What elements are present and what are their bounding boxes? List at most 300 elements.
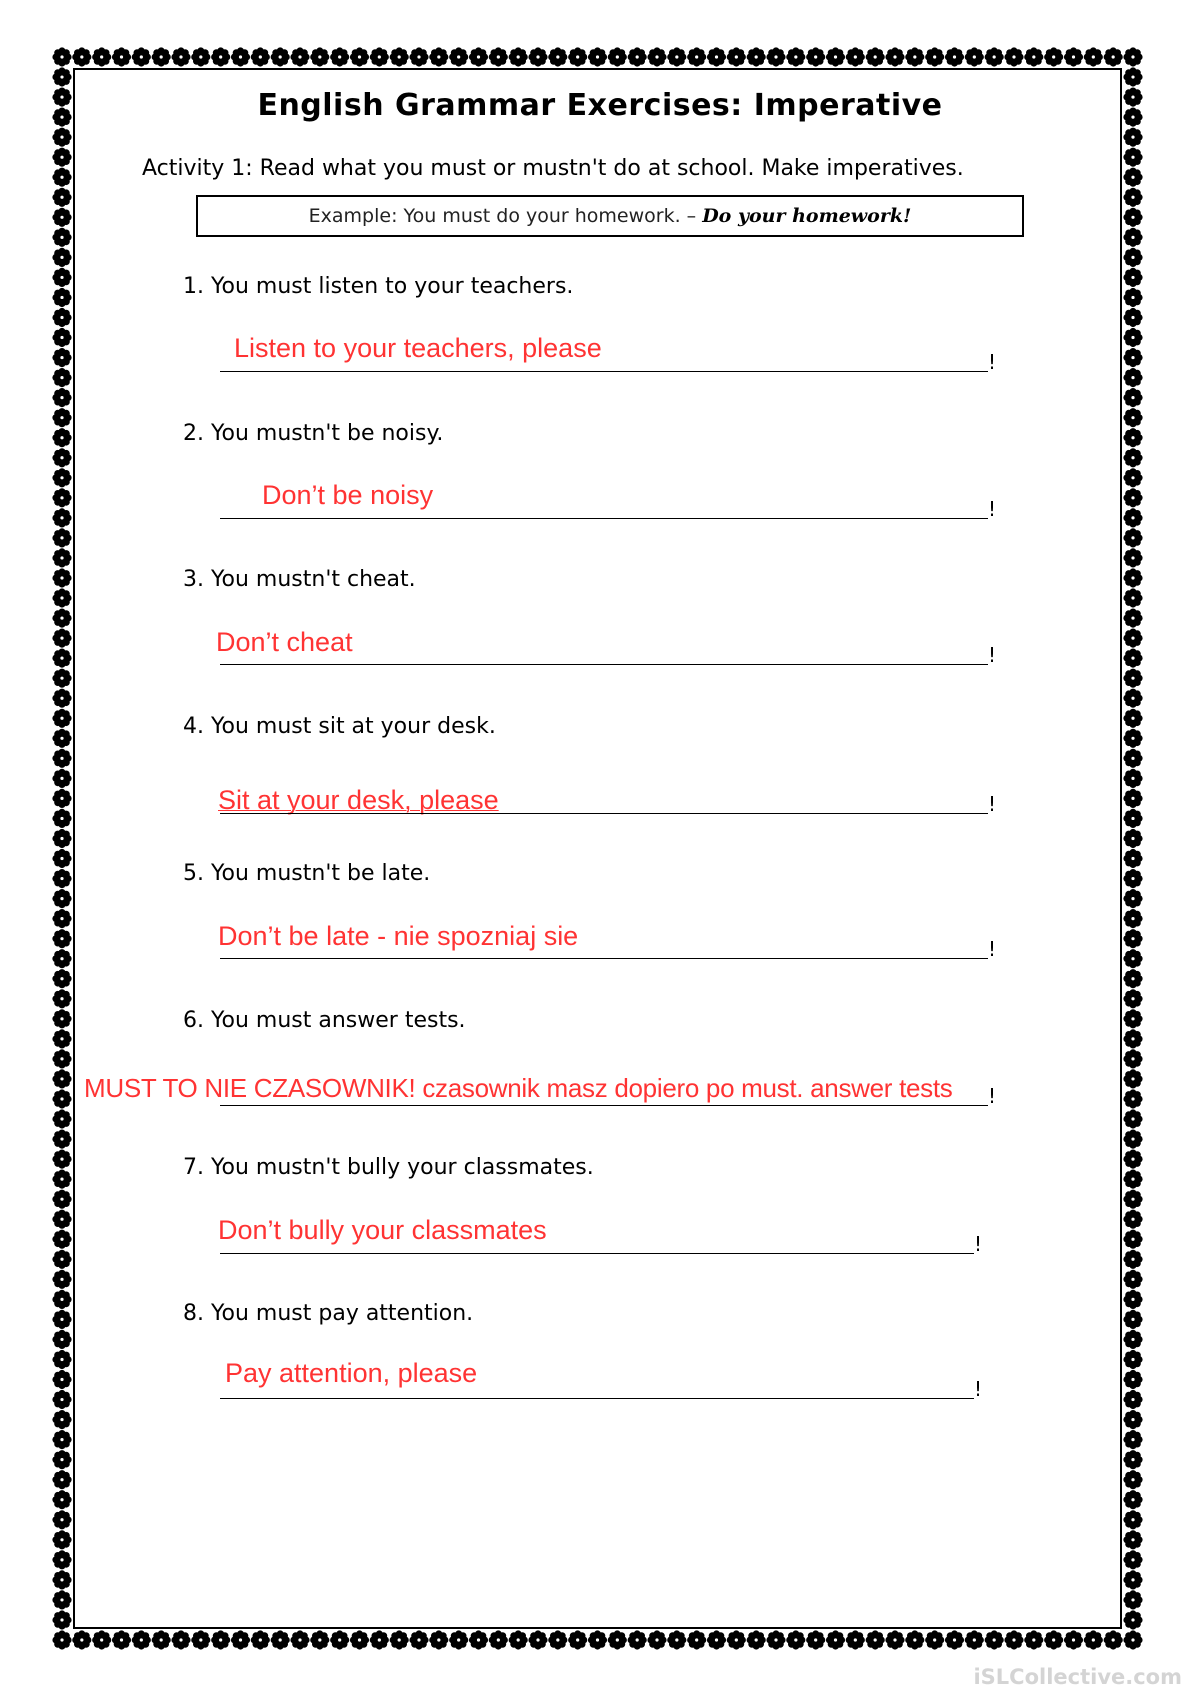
border-flower (52, 1470, 71, 1489)
end-mark-2: ! (988, 497, 997, 521)
border-flower (52, 889, 71, 908)
border-flower (866, 47, 885, 66)
border-flower (1123, 989, 1142, 1008)
border-flower (548, 47, 567, 66)
border-flower (1123, 308, 1142, 327)
border-flower (667, 47, 686, 66)
end-mark-6: ! (988, 1084, 997, 1108)
border-flower (727, 1630, 746, 1649)
border-flower (1123, 1009, 1142, 1028)
border-flower (1064, 1630, 1083, 1649)
border-flower (528, 1630, 547, 1649)
border-flower (1123, 248, 1142, 267)
border-flower (1123, 1610, 1142, 1629)
border-flower (52, 228, 71, 247)
border-flower (1123, 368, 1142, 387)
border-flower (52, 749, 71, 768)
border-flower (72, 1630, 91, 1649)
border-flower (1123, 689, 1142, 708)
border-flower (52, 1390, 71, 1409)
border-flower (52, 989, 71, 1008)
border-flower (1123, 228, 1142, 247)
border-flower (1123, 1390, 1142, 1409)
border-flower (925, 47, 944, 66)
border-flower (52, 1109, 71, 1128)
border-flower (1084, 47, 1103, 66)
border-flower (52, 168, 71, 187)
border-flower (231, 1630, 250, 1649)
border-flower (509, 47, 528, 66)
end-mark-4: ! (988, 792, 997, 816)
border-flower (826, 1630, 845, 1649)
question-5: 5. You mustn't be late. (183, 861, 431, 886)
border-flower (747, 47, 766, 66)
border-flower (52, 428, 71, 447)
border-flower (330, 1630, 349, 1649)
border-flower (528, 47, 547, 66)
border-flower (310, 1630, 329, 1649)
question-7: 7. You mustn't bully your classmates. (183, 1155, 594, 1180)
border-flower (1123, 609, 1142, 628)
question-4: 4. You must sit at your desk. (183, 714, 496, 739)
border-flower (52, 67, 71, 86)
border-flower (409, 1630, 428, 1649)
border-flower (52, 1190, 71, 1209)
border-flower (52, 388, 71, 407)
border-flower (1123, 629, 1142, 648)
border-flower (52, 1510, 71, 1529)
border-flower (1123, 208, 1142, 227)
border-flower (469, 1630, 488, 1649)
border-flower (52, 769, 71, 788)
border-flower (52, 869, 71, 888)
border-flower (1123, 769, 1142, 788)
border-flower (370, 1630, 389, 1649)
border-flower (1123, 929, 1142, 948)
border-flower (52, 909, 71, 928)
border-flower (52, 1530, 71, 1549)
border-flower (628, 1630, 647, 1649)
border-flower (1123, 1029, 1142, 1048)
border-flower (1024, 1630, 1043, 1649)
border-flower (52, 1550, 71, 1569)
border-flower (1123, 1109, 1142, 1128)
border-flower (52, 128, 71, 147)
border-flower (52, 1490, 71, 1509)
border-flower (509, 1630, 528, 1649)
border-flower (1123, 1490, 1142, 1509)
border-flower (52, 1210, 71, 1229)
border-flower (925, 1630, 944, 1649)
border-flower (1123, 889, 1142, 908)
border-flower (1123, 749, 1142, 768)
border-flower (52, 709, 71, 728)
border-flower (1123, 1190, 1142, 1209)
end-mark-7: ! (974, 1232, 983, 1256)
question-1: 1. You must listen to your teachers. (183, 274, 574, 299)
border-flower (171, 1630, 190, 1649)
border-flower (1123, 568, 1142, 587)
border-flower (171, 47, 190, 66)
border-flower (1123, 428, 1142, 447)
answer-line-1 (220, 371, 988, 372)
border-flower (1123, 1049, 1142, 1068)
answer-line-6 (220, 1105, 988, 1106)
border-flower (191, 47, 210, 66)
border-flower (489, 1630, 508, 1649)
border-flower (52, 1350, 71, 1369)
border-flower (766, 47, 785, 66)
border-flower (1123, 448, 1142, 467)
border-flower (766, 1630, 785, 1649)
border-flower (1123, 649, 1142, 668)
border-flower (409, 47, 428, 66)
border-flower (1123, 1470, 1142, 1489)
border-flower (52, 1009, 71, 1028)
border-flower (251, 1630, 270, 1649)
border-flower (1123, 1550, 1142, 1569)
end-mark-3: ! (988, 643, 997, 667)
border-flower (152, 1630, 171, 1649)
border-flower (1123, 1450, 1142, 1469)
border-flower (52, 208, 71, 227)
answer-8: Pay attention, please (225, 1358, 478, 1388)
border-flower (628, 47, 647, 66)
border-flower (1123, 829, 1142, 848)
border-flower (52, 689, 71, 708)
border-flower (1104, 47, 1123, 66)
border-flower (191, 1630, 210, 1649)
border-flower (429, 1630, 448, 1649)
border-flower (1004, 47, 1023, 66)
border-flower (1123, 1410, 1142, 1429)
border-flower (1123, 1350, 1142, 1369)
border-flower (52, 408, 71, 427)
border-flower (52, 629, 71, 648)
border-flower (1123, 1510, 1142, 1529)
border-flower (152, 47, 171, 66)
border-flower (112, 1630, 131, 1649)
border-flower (52, 929, 71, 948)
border-flower (985, 1630, 1004, 1649)
border-flower (1123, 67, 1142, 86)
border-flower (52, 1069, 71, 1088)
border-flower (826, 47, 845, 66)
border-flower (1123, 849, 1142, 868)
border-flower (52, 1170, 71, 1189)
border-flower (52, 1049, 71, 1068)
answer-line-2 (220, 518, 988, 519)
border-flower (132, 47, 151, 66)
border-flower (52, 288, 71, 307)
border-flower (687, 1630, 706, 1649)
question-3: 3. You mustn't cheat. (183, 567, 416, 592)
border-flower (211, 47, 230, 66)
border-flower (52, 1029, 71, 1048)
border-flower (1123, 508, 1142, 527)
question-6: 6. You must answer tests. (183, 1008, 466, 1033)
border-flower (52, 969, 71, 988)
border-flower (1123, 1430, 1142, 1449)
border-flower (1123, 1570, 1142, 1589)
border-flower (1123, 1370, 1142, 1389)
border-flower (290, 47, 309, 66)
border-flower (846, 1630, 865, 1649)
border-flower (52, 188, 71, 207)
border-flower (727, 47, 746, 66)
answer-4: Sit at your desk, please (218, 785, 499, 815)
border-flower (52, 1089, 71, 1108)
border-flower (52, 809, 71, 828)
border-flower (866, 1630, 885, 1649)
border-flower (1004, 1630, 1023, 1649)
border-flower (370, 47, 389, 66)
border-flower (290, 1630, 309, 1649)
border-flower (310, 47, 329, 66)
border-flower (52, 1290, 71, 1309)
border-flower (1123, 348, 1142, 367)
border-flower (1024, 47, 1043, 66)
border-flower (449, 1630, 468, 1649)
border-flower (588, 1630, 607, 1649)
border-flower (1123, 1230, 1142, 1249)
border-flower (72, 47, 91, 66)
border-flower (1123, 809, 1142, 828)
border-flower (52, 328, 71, 347)
border-flower (52, 1250, 71, 1269)
border-flower (786, 1630, 805, 1649)
border-flower (707, 1630, 726, 1649)
border-flower (905, 47, 924, 66)
border-flower (52, 1570, 71, 1589)
border-flower (1123, 488, 1142, 507)
border-flower (1123, 789, 1142, 808)
border-flower (132, 1630, 151, 1649)
border-flower (846, 47, 865, 66)
border-flower (1084, 1630, 1103, 1649)
border-flower (1123, 188, 1142, 207)
border-flower (52, 1310, 71, 1329)
worksheet-title: English Grammar Exercises: Imperative (257, 88, 943, 123)
border-flower (1123, 1530, 1142, 1549)
question-8: 8. You must pay attention. (183, 1301, 474, 1326)
answer-5: Don’t be late - nie spozniaj sie (218, 921, 579, 951)
border-flower (1123, 729, 1142, 748)
border-flower (52, 1270, 71, 1289)
border-flower (52, 508, 71, 527)
border-flower (1123, 548, 1142, 567)
border-flower (1123, 148, 1142, 167)
border-flower (251, 47, 270, 66)
border-flower (52, 669, 71, 688)
end-mark-8: ! (974, 1377, 983, 1401)
border-flower (1123, 1590, 1142, 1609)
border-flower (1123, 388, 1142, 407)
border-flower (52, 1430, 71, 1449)
border-flower (1123, 1270, 1142, 1289)
border-flower (945, 47, 964, 66)
border-flower (1123, 288, 1142, 307)
border-flower (786, 47, 805, 66)
border-flower (52, 949, 71, 968)
border-flower (52, 1590, 71, 1609)
border-flower (52, 248, 71, 267)
activity-instruction: Activity 1: Read what you must or mustn't do at school. Make imperatives. (142, 156, 964, 181)
inner-frame (74, 69, 1121, 1628)
border-flower (1123, 1630, 1142, 1649)
border-flower (1123, 709, 1142, 728)
question-2: 2. You mustn't be noisy. (183, 421, 444, 446)
border-flower (52, 148, 71, 167)
border-flower (350, 1630, 369, 1649)
border-flower (52, 1630, 71, 1649)
border-flower (1123, 528, 1142, 547)
border-flower (52, 1230, 71, 1249)
border-flower (52, 348, 71, 367)
border-flower (52, 1330, 71, 1349)
border-flower (965, 47, 984, 66)
border-flower (985, 47, 1004, 66)
border-flower (350, 47, 369, 66)
border-flower (52, 1130, 71, 1149)
border-flower (489, 47, 508, 66)
border-flower (271, 47, 290, 66)
border-flower (52, 829, 71, 848)
border-flower (548, 1630, 567, 1649)
answer-line-4 (220, 813, 988, 814)
border-flower (568, 47, 587, 66)
border-flower (707, 47, 726, 66)
border-flower (52, 789, 71, 808)
example-box (196, 195, 1024, 237)
border-flower (52, 649, 71, 668)
border-flower (1123, 909, 1142, 928)
border-flower (905, 1630, 924, 1649)
border-flower (429, 47, 448, 66)
border-flower (52, 448, 71, 467)
border-flower (588, 47, 607, 66)
border-flower (608, 47, 627, 66)
border-flower (885, 1630, 904, 1649)
border-flower (1123, 47, 1142, 66)
border-flower (1123, 168, 1142, 187)
answer-line-8 (220, 1398, 974, 1399)
border-flower (647, 1630, 666, 1649)
border-flower (806, 47, 825, 66)
border-flower (667, 1630, 686, 1649)
end-mark-1: ! (988, 350, 997, 374)
border-flower (231, 47, 250, 66)
border-flower (449, 47, 468, 66)
border-flower (52, 368, 71, 387)
border-flower (52, 849, 71, 868)
border-flower (52, 1150, 71, 1169)
border-flower (52, 609, 71, 628)
end-mark-5: ! (988, 937, 997, 961)
border-flower (647, 47, 666, 66)
border-flower (1044, 1630, 1063, 1649)
border-flower (1123, 328, 1142, 347)
border-flower (1123, 468, 1142, 487)
border-flower (469, 47, 488, 66)
border-flower (1123, 869, 1142, 888)
border-flower (1123, 669, 1142, 688)
border-flower (211, 1630, 230, 1649)
border-flower (1123, 1150, 1142, 1169)
border-flower (885, 47, 904, 66)
border-flower (1123, 1130, 1142, 1149)
border-flower (52, 268, 71, 287)
answer-3: Don’t cheat (216, 627, 353, 657)
border-flower (1123, 268, 1142, 287)
answer-1: Listen to your teachers, please (234, 333, 602, 363)
border-flower (52, 1410, 71, 1429)
site-watermark: iSLCollective.com (973, 1665, 1182, 1689)
border-flower (1123, 1310, 1142, 1329)
border-flower (1064, 47, 1083, 66)
border-flower (52, 1370, 71, 1389)
border-flower (1123, 1250, 1142, 1269)
border-flower (608, 1630, 627, 1649)
border-flower (52, 468, 71, 487)
example-prefix: Example: You must do your homework. – (308, 205, 703, 227)
answer-line-7 (220, 1253, 974, 1254)
border-flower (945, 1630, 964, 1649)
border-flower (52, 1610, 71, 1629)
border-flower (112, 47, 131, 66)
border-flower (52, 729, 71, 748)
example-answer: Do your homework! (702, 205, 912, 227)
border-flower (52, 568, 71, 587)
border-flower (390, 1630, 409, 1649)
answer-line-5 (220, 958, 988, 959)
border-flower (965, 1630, 984, 1649)
answer-line-3 (220, 664, 988, 665)
border-flower (52, 308, 71, 327)
border-flower (52, 1450, 71, 1469)
border-flower (92, 1630, 111, 1649)
border-flower (1123, 1170, 1142, 1189)
border-flower (390, 47, 409, 66)
border-flower (687, 47, 706, 66)
border-flower (568, 1630, 587, 1649)
border-flower (1123, 949, 1142, 968)
border-flower (1123, 1069, 1142, 1088)
border-flower (52, 528, 71, 547)
border-flower (52, 588, 71, 607)
border-flower (1104, 1630, 1123, 1649)
border-flower (806, 1630, 825, 1649)
border-flower (52, 548, 71, 567)
border-flower (1123, 588, 1142, 607)
border-flower (1123, 408, 1142, 427)
border-flower (1123, 1210, 1142, 1229)
border-flower (1123, 969, 1142, 988)
answer-7: Don’t bully your classmates (218, 1215, 547, 1245)
border-flower (747, 1630, 766, 1649)
border-flower (52, 47, 71, 66)
border-flower (1044, 47, 1063, 66)
border-flower (52, 488, 71, 507)
border-flower (1123, 1330, 1142, 1349)
border-flower (271, 1630, 290, 1649)
border-flower (330, 47, 349, 66)
border-flower (1123, 1290, 1142, 1309)
border-flower (92, 47, 111, 66)
answer-2: Don’t be noisy (262, 480, 434, 510)
border-flower (1123, 1089, 1142, 1108)
answer-6: MUST TO NIE CZASOWNIK! czasownik masz dopiero po must. answer tests (84, 1073, 953, 1103)
